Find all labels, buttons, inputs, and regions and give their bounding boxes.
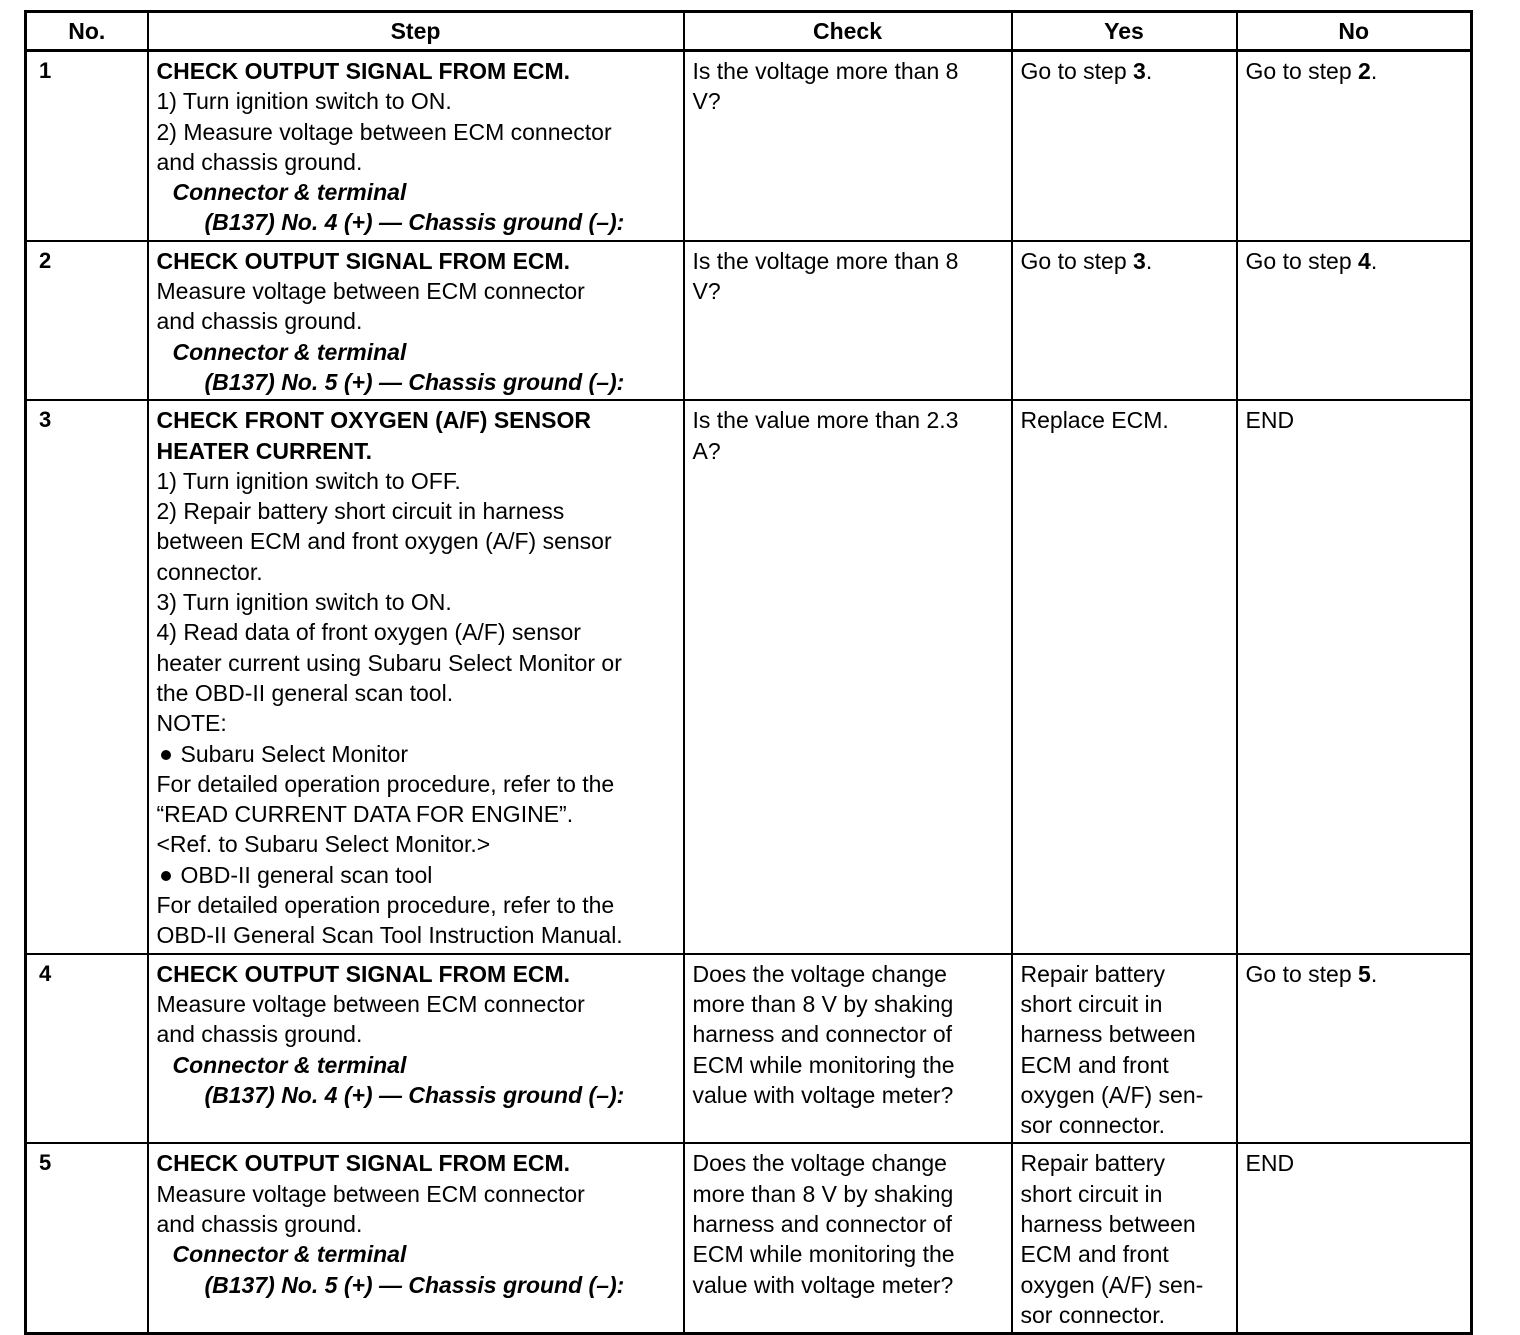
yes-line: oxygen (A/F) sen- bbox=[1020, 1271, 1204, 1298]
yes-step-ref: 3 bbox=[1133, 58, 1146, 84]
connector-label: Connector & terminal bbox=[172, 338, 407, 365]
check-line: A? bbox=[692, 437, 721, 464]
yes-line: short circuit in bbox=[1020, 990, 1163, 1017]
step-line: 1) Turn ignition switch to OFF. bbox=[156, 467, 461, 494]
no-cell bbox=[1237, 241, 1472, 400]
no-cell bbox=[1237, 954, 1472, 1144]
no-text: END bbox=[1245, 1150, 1295, 1177]
note-bullet-item bbox=[157, 739, 677, 769]
yes-suffix: . bbox=[1145, 58, 1153, 84]
check-line: Does the voltage change bbox=[692, 1150, 947, 1177]
step-cell bbox=[148, 241, 684, 400]
yes-cell bbox=[1012, 51, 1237, 241]
check-cell bbox=[684, 400, 1012, 953]
check-line: more than 8 V by shaking bbox=[692, 1180, 954, 1207]
yes-cell bbox=[1012, 954, 1237, 1144]
connector-value: (B137) No. 5 (+) — Chassis ground (–): bbox=[204, 1271, 625, 1298]
no-text: END bbox=[1245, 407, 1295, 434]
check-cell bbox=[684, 241, 1012, 400]
no-text: Go to step bbox=[1245, 58, 1359, 84]
step-number: 3 bbox=[26, 400, 148, 953]
step-number: 2 bbox=[26, 241, 148, 400]
check-line: value with voltage meter? bbox=[692, 1081, 954, 1108]
no-suffix: . bbox=[1370, 247, 1378, 274]
step-line: Measure voltage between ECM connector bbox=[156, 278, 585, 305]
yes-cell bbox=[1012, 400, 1237, 953]
note-bullet-item bbox=[157, 860, 677, 890]
check-line: V? bbox=[692, 278, 721, 305]
check-line: value with voltage meter? bbox=[692, 1271, 954, 1298]
step-line: For detailed operation procedure, refer to the bbox=[156, 770, 615, 797]
step-line: and chassis ground. bbox=[156, 1210, 363, 1237]
no-step-ref: 2 bbox=[1358, 58, 1371, 84]
step-line: 3) Turn ignition switch to ON. bbox=[156, 589, 452, 616]
step-number: 5 bbox=[26, 1143, 148, 1334]
header-step: Step bbox=[148, 12, 684, 51]
step-line: and chassis ground. bbox=[156, 308, 363, 335]
check-line: Is the voltage more than 8 bbox=[692, 247, 959, 274]
check-cell bbox=[684, 1143, 1012, 1334]
step-title: CHECK OUTPUT SIGNAL FROM ECM. bbox=[156, 58, 571, 84]
step-line: connector. bbox=[156, 558, 263, 585]
step-line: Measure voltage between ECM connector bbox=[156, 990, 585, 1017]
connector-value: (B137) No. 4 (+) — Chassis ground (–): bbox=[204, 1081, 625, 1108]
step-line: the OBD-II general scan tool. bbox=[156, 679, 454, 706]
yes-line: sor connector. bbox=[1020, 1112, 1165, 1139]
bullet-icon bbox=[161, 750, 171, 760]
connector-value: (B137) No. 5 (+) — Chassis ground (–): bbox=[204, 368, 625, 395]
step-title: CHECK OUTPUT SIGNAL FROM ECM. bbox=[156, 960, 571, 987]
step-number: 4 bbox=[26, 954, 148, 1144]
no-text: Go to step bbox=[1245, 247, 1359, 274]
no-suffix: . bbox=[1370, 58, 1378, 84]
step-line: 2) Repair battery short circuit in harness bbox=[156, 498, 565, 525]
yes-line: short circuit in bbox=[1020, 1180, 1163, 1207]
table-row bbox=[26, 1143, 1472, 1334]
step-cell bbox=[148, 954, 684, 1144]
step-line: <Ref. to Subaru Select Monitor.> bbox=[156, 831, 491, 858]
step-number: 1 bbox=[26, 51, 148, 241]
check-line: more than 8 V by shaking bbox=[692, 990, 954, 1017]
check-line: Does the voltage change bbox=[692, 960, 947, 987]
check-line: Is the value more than 2.3 bbox=[692, 407, 959, 434]
step-title: CHECK FRONT OXYGEN (A/F) SENSOR bbox=[156, 407, 591, 434]
no-suffix: . bbox=[1370, 960, 1378, 987]
yes-line: oxygen (A/F) sen- bbox=[1020, 1081, 1204, 1108]
header-no-result: No bbox=[1237, 12, 1472, 51]
yes-line: harness between bbox=[1020, 1021, 1196, 1048]
bullet-icon bbox=[161, 871, 171, 881]
yes-text: Go to step bbox=[1020, 247, 1134, 274]
bullet-text: Subaru Select Monitor bbox=[180, 740, 409, 767]
connector-value: (B137) No. 4 (+) — Chassis ground (–): bbox=[204, 209, 625, 236]
yes-cell bbox=[1012, 241, 1237, 400]
yes-line: Repair battery bbox=[1020, 1150, 1165, 1177]
check-line: ECM while monitoring the bbox=[692, 1051, 955, 1078]
header-no: No. bbox=[26, 12, 148, 51]
connector-label: Connector & terminal bbox=[172, 1241, 407, 1268]
header-row bbox=[26, 12, 1472, 51]
bullet-text: OBD-II general scan tool bbox=[180, 861, 433, 888]
step-line: “READ CURRENT DATA FOR ENGINE”. bbox=[156, 801, 574, 828]
step-cell bbox=[148, 400, 684, 953]
step-cell bbox=[148, 1143, 684, 1334]
yes-text: Replace ECM. bbox=[1020, 407, 1169, 434]
step-line: Measure voltage between ECM connector bbox=[156, 1180, 585, 1207]
step-line: 2) Measure voltage between ECM connector bbox=[156, 118, 612, 145]
yes-line: ECM and front bbox=[1020, 1051, 1169, 1078]
no-cell bbox=[1237, 400, 1472, 953]
check-cell bbox=[684, 51, 1012, 241]
step-line: between ECM and front oxygen (A/F) sensor bbox=[156, 528, 612, 555]
table-row bbox=[26, 241, 1472, 400]
check-line: V? bbox=[692, 88, 721, 115]
step-line: and chassis ground. bbox=[156, 1021, 363, 1048]
yes-line: Repair battery bbox=[1020, 960, 1165, 987]
yes-line: harness between bbox=[1020, 1210, 1196, 1237]
no-cell bbox=[1237, 1143, 1472, 1334]
yes-text: Go to step bbox=[1020, 58, 1134, 84]
header-check: Check bbox=[684, 12, 1012, 51]
step-line: heater current using Subaru Select Monitor or bbox=[156, 649, 622, 676]
check-line: ECM while monitoring the bbox=[692, 1241, 955, 1268]
step-line: and chassis ground. bbox=[156, 148, 363, 175]
check-cell bbox=[684, 954, 1012, 1144]
no-step-ref: 4 bbox=[1358, 247, 1371, 274]
table-row bbox=[26, 954, 1472, 1144]
no-step-ref: 5 bbox=[1358, 960, 1371, 987]
step-line: 4) Read data of front oxygen (A/F) sensor bbox=[156, 619, 581, 646]
step-cell bbox=[148, 51, 684, 241]
connector-label: Connector & terminal bbox=[172, 1051, 407, 1078]
check-line: harness and connector of bbox=[692, 1021, 953, 1048]
check-line: Is the voltage more than 8 bbox=[692, 58, 959, 84]
yes-line: sor connector. bbox=[1020, 1301, 1165, 1328]
connector-label: Connector & terminal bbox=[172, 179, 407, 206]
step-title: CHECK OUTPUT SIGNAL FROM ECM. bbox=[156, 247, 571, 274]
note-label: NOTE: bbox=[156, 710, 227, 737]
step-line: For detailed operation procedure, refer to the bbox=[156, 892, 615, 919]
step-title: CHECK OUTPUT SIGNAL FROM ECM. bbox=[156, 1150, 571, 1177]
header-yes: Yes bbox=[1012, 12, 1237, 51]
step-title: HEATER CURRENT. bbox=[156, 437, 373, 464]
step-line: 1) Turn ignition switch to ON. bbox=[156, 88, 452, 115]
step-line: OBD-II General Scan Tool Instruction Manual. bbox=[156, 922, 623, 949]
yes-cell bbox=[1012, 1143, 1237, 1334]
diagnostic-table bbox=[24, 10, 1473, 1335]
table-row bbox=[26, 400, 1472, 953]
yes-step-ref: 3 bbox=[1133, 247, 1146, 274]
yes-line: ECM and front bbox=[1020, 1241, 1169, 1268]
check-line: harness and connector of bbox=[692, 1210, 953, 1237]
no-text: Go to step bbox=[1245, 960, 1359, 987]
no-cell bbox=[1237, 51, 1472, 241]
table-row bbox=[26, 51, 1472, 241]
yes-suffix: . bbox=[1145, 247, 1153, 274]
